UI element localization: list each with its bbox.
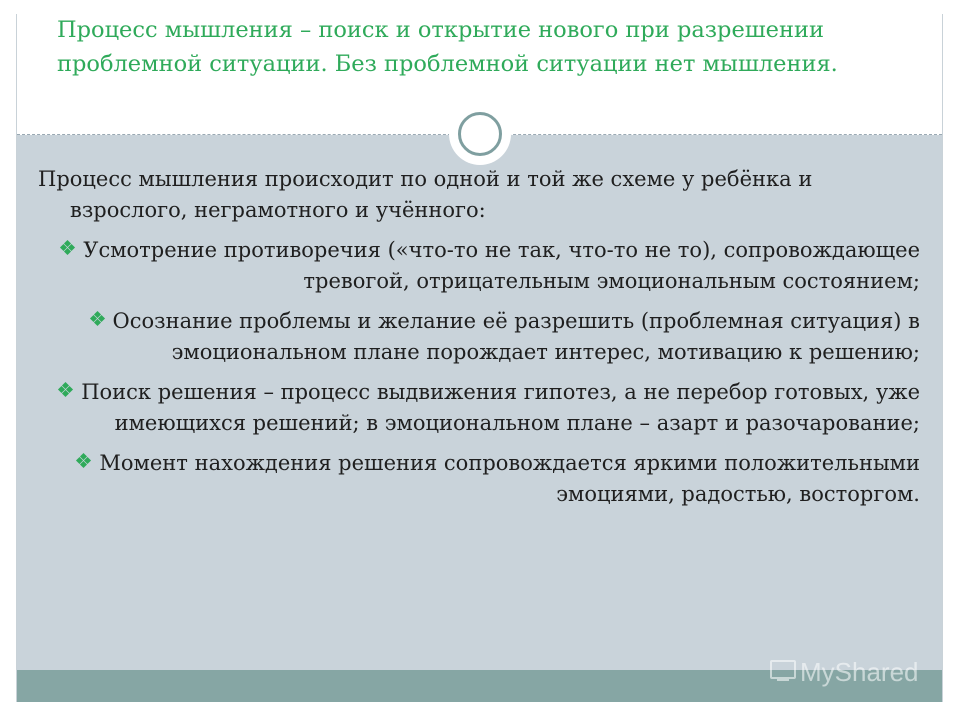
frame-line-right [942, 14, 943, 702]
slide-body [38, 164, 920, 519]
intro-paragraph: Процесс мышления происходит по одной и той же схеме у ребёнка и взрослого, неграмотного и учённого: [38, 167, 813, 222]
diamond-bullet-icon [61, 241, 75, 255]
circle-ring-icon [458, 112, 502, 156]
slide-title: Процесс мышления – поиск и открытие нового при разрешении проблемной ситуации. Без проблемной ситуации нет мышления. [57, 17, 838, 77]
monitor-icon [768, 660, 796, 684]
diamond-bullet-icon [77, 454, 91, 468]
bullet-text: Осознание проблемы и желание её разрешить (проблемная ситуация) в эмоциональном плане порождает интерес, мотивацию к решению; [112, 309, 920, 364]
watermark-text: MyShared [800, 656, 919, 687]
bullet-text: Усмотрение противоречия («что-то не так, что-то не то), сопровождающее тревогой, отрицательным эмоциональным состоянием; [83, 238, 920, 293]
bullet-text: Поиск решения – процесс выдвижения гипотез, а не перебор готовых, уже имеющихся решений; в эмоциональном плане – азарт и разочарование; [81, 380, 920, 435]
list-item [38, 377, 920, 439]
bullet-list [38, 235, 920, 510]
list-item [38, 235, 920, 297]
diamond-bullet-icon [59, 383, 73, 397]
watermark-logo [768, 656, 919, 688]
diamond-bullet-icon [91, 312, 105, 326]
list-item [38, 448, 920, 510]
list-item [38, 306, 920, 368]
bullet-text: Момент нахождения решения сопровождается яркими положительными эмоциями, радостью, восторгом. [99, 451, 920, 506]
